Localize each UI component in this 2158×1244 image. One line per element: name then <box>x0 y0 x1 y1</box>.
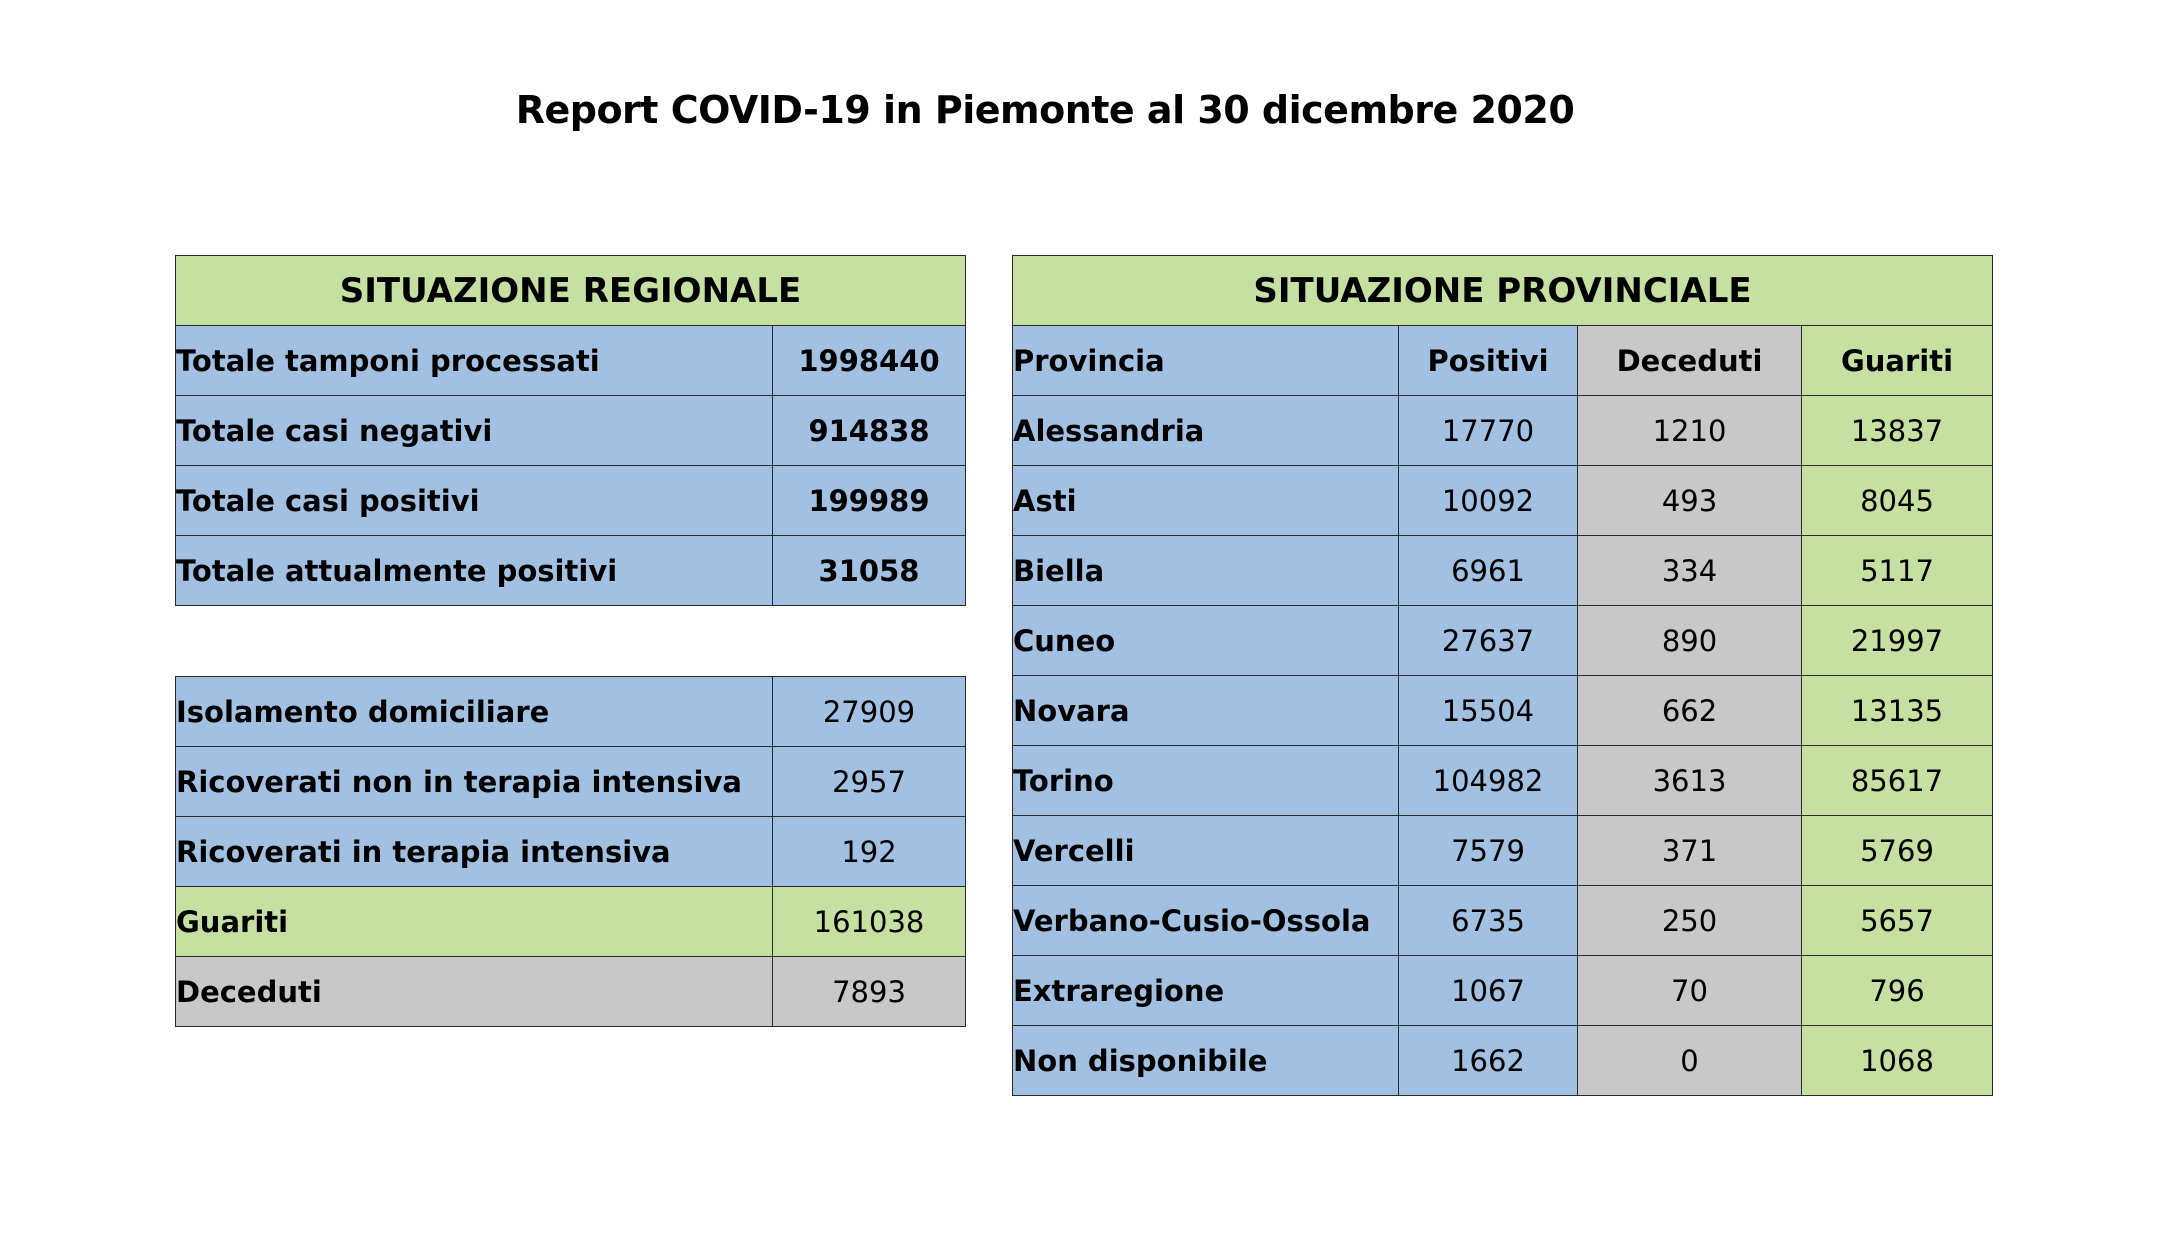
column-header-provincia: Provincia <box>1013 326 1399 396</box>
cell-guariti: 13837 <box>1802 396 1993 466</box>
table-row <box>1013 816 1993 886</box>
row-label: Totale casi positivi <box>176 466 773 536</box>
cell-provincia: Alessandria <box>1013 396 1399 466</box>
row-value: 2957 <box>773 747 966 817</box>
cell-deceduti: 493 <box>1578 466 1802 536</box>
row-value: 27909 <box>773 677 966 747</box>
regional-detail-table <box>175 676 966 1027</box>
row-value: 31058 <box>773 536 966 606</box>
table-row <box>176 747 966 817</box>
cell-positivi: 27637 <box>1399 606 1578 676</box>
table-row <box>176 817 966 887</box>
cell-deceduti: 334 <box>1578 536 1802 606</box>
cell-guariti: 8045 <box>1802 466 1993 536</box>
table-row <box>176 466 966 536</box>
provincial-table <box>1012 255 1993 1096</box>
column-header-deceduti: Deceduti <box>1578 326 1802 396</box>
table-row <box>1013 396 1993 466</box>
row-label: Guariti <box>176 887 773 957</box>
cell-deceduti: 250 <box>1578 886 1802 956</box>
cell-guariti: 1068 <box>1802 1026 1993 1096</box>
table-row <box>1013 676 1993 746</box>
cell-provincia: Non disponibile <box>1013 1026 1399 1096</box>
table-row <box>1013 536 1993 606</box>
row-value: 161038 <box>773 887 966 957</box>
cell-guariti: 5657 <box>1802 886 1993 956</box>
page-title: Report COVID-19 in Piemonte al 30 dicembre 2020 <box>515 88 1575 132</box>
row-label: Ricoverati in terapia intensiva <box>176 817 773 887</box>
regional-header: SITUAZIONE REGIONALE <box>176 256 966 326</box>
row-value: 1998440 <box>773 326 966 396</box>
row-label: Totale casi negativi <box>176 396 773 466</box>
cell-guariti: 21997 <box>1802 606 1993 676</box>
cell-deceduti: 371 <box>1578 816 1802 886</box>
cell-deceduti: 1210 <box>1578 396 1802 466</box>
cell-guariti: 13135 <box>1802 676 1993 746</box>
cell-positivi: 104982 <box>1399 746 1578 816</box>
provincial-rows <box>1013 396 1993 1096</box>
cell-deceduti: 70 <box>1578 956 1802 1026</box>
row-label: Totale attualmente positivi <box>176 536 773 606</box>
row-value: 7893 <box>773 957 966 1027</box>
table-row <box>176 957 966 1027</box>
cell-guariti: 796 <box>1802 956 1993 1026</box>
cell-deceduti: 3613 <box>1578 746 1802 816</box>
row-label: Isolamento domiciliare <box>176 677 773 747</box>
row-value: 192 <box>773 817 966 887</box>
table-row <box>176 396 966 466</box>
cell-positivi: 6961 <box>1399 536 1578 606</box>
cell-deceduti: 662 <box>1578 676 1802 746</box>
cell-provincia: Torino <box>1013 746 1399 816</box>
cell-provincia: Extraregione <box>1013 956 1399 1026</box>
row-label: Ricoverati non in terapia intensiva <box>176 747 773 817</box>
table-row <box>1013 886 1993 956</box>
table-row <box>1013 466 1993 536</box>
cell-positivi: 1662 <box>1399 1026 1578 1096</box>
cell-provincia: Verbano-Cusio-Ossola <box>1013 886 1399 956</box>
cell-guariti: 85617 <box>1802 746 1993 816</box>
cell-deceduti: 0 <box>1578 1026 1802 1096</box>
column-header-positivi: Positivi <box>1399 326 1578 396</box>
cell-positivi: 15504 <box>1399 676 1578 746</box>
cell-provincia: Cuneo <box>1013 606 1399 676</box>
table-row <box>1013 956 1993 1026</box>
table-row <box>1013 606 1993 676</box>
cell-guariti: 5117 <box>1802 536 1993 606</box>
table-row <box>176 536 966 606</box>
cell-provincia: Novara <box>1013 676 1399 746</box>
table-row <box>176 677 966 747</box>
cell-positivi: 1067 <box>1399 956 1578 1026</box>
table-row <box>1013 746 1993 816</box>
cell-provincia: Vercelli <box>1013 816 1399 886</box>
cell-positivi: 6735 <box>1399 886 1578 956</box>
row-label: Deceduti <box>176 957 773 1027</box>
cell-guariti: 5769 <box>1802 816 1993 886</box>
table-row <box>176 326 966 396</box>
regional-summary-table <box>175 255 966 606</box>
cell-provincia: Biella <box>1013 536 1399 606</box>
cell-positivi: 17770 <box>1399 396 1578 466</box>
provincial-header: SITUAZIONE PROVINCIALE <box>1013 256 1993 326</box>
table-row <box>176 887 966 957</box>
cell-positivi: 10092 <box>1399 466 1578 536</box>
row-label: Totale tamponi processati <box>176 326 773 396</box>
table-row <box>1013 1026 1993 1096</box>
cell-provincia: Asti <box>1013 466 1399 536</box>
cell-positivi: 7579 <box>1399 816 1578 886</box>
row-value: 199989 <box>773 466 966 536</box>
column-header-guariti: Guariti <box>1802 326 1993 396</box>
column-header-row <box>1013 326 1993 396</box>
row-value: 914838 <box>773 396 966 466</box>
cell-deceduti: 890 <box>1578 606 1802 676</box>
